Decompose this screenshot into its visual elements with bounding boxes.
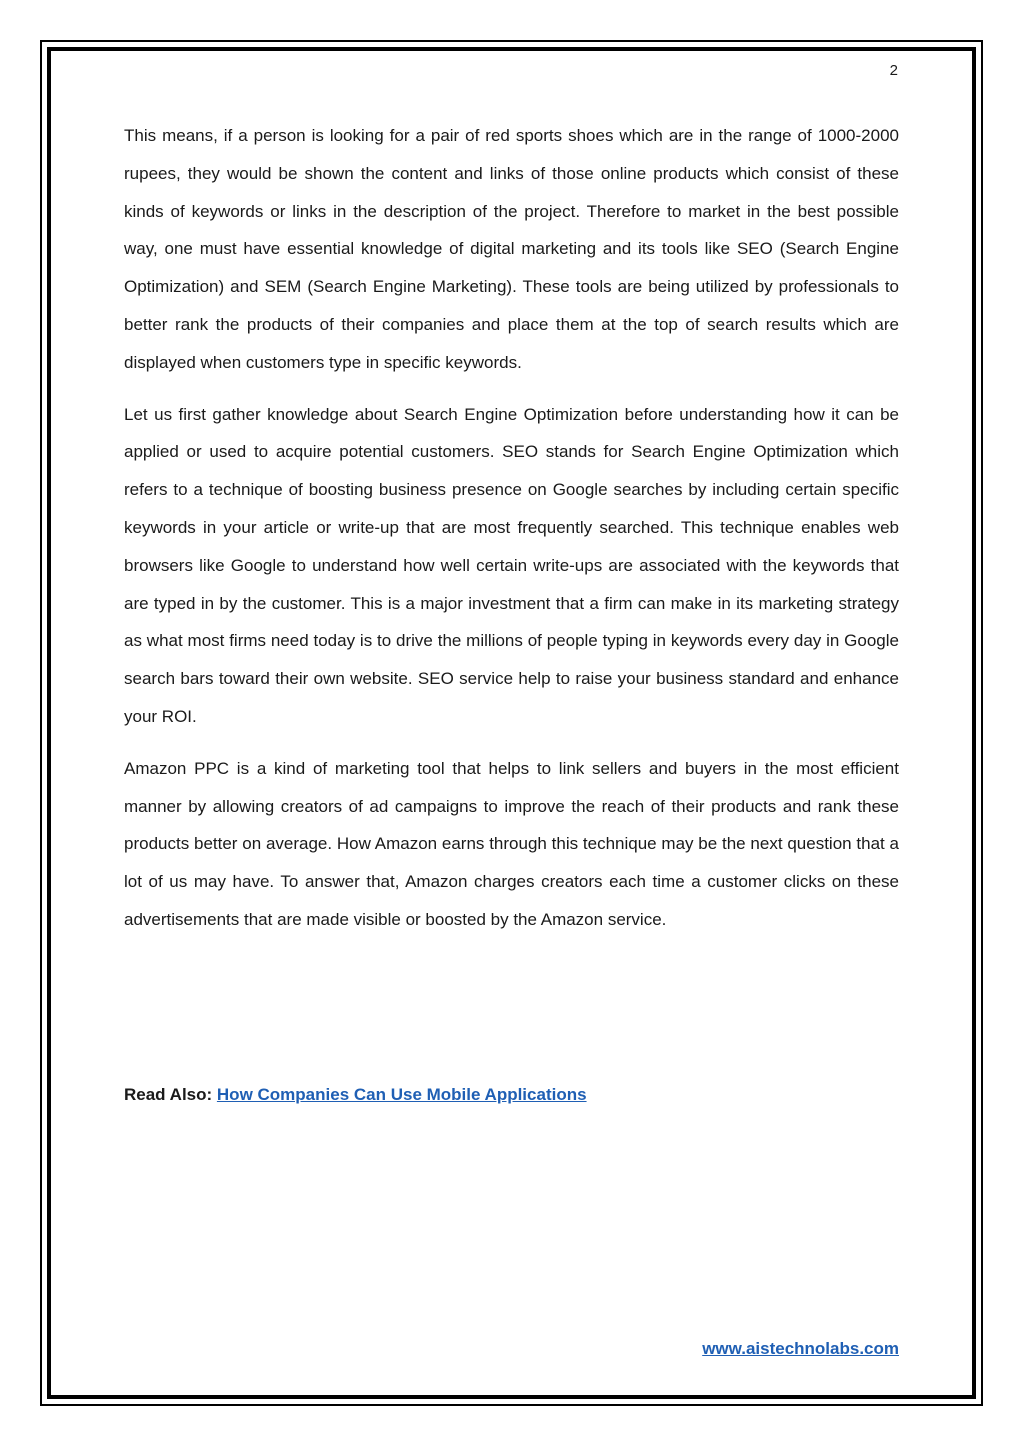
paragraph-seo-definition: Let us first gather knowledge about Search Engine Optimization before understanding how it can be applied or used to acquire potential customers. SEO stands for Search Engine Optimization which refers to a technique of boosting business presence on Google searches by including certain specific keywords in your article or write-up that are most frequently searched. This technique enables web browsers like Google to understand how well certain write-ups are associated with the keywords that are typed in by the customer. This is a major investment that a firm can make in its marketing strategy as what most firms need today is to drive the millions of people typing in keywords every day in Google search bars toward their own website. SEO service help to raise your business standard and enhance your ROI. xyxy=(124,404,899,726)
paragraph-amazon-ppc: Amazon PPC is a kind of marketing tool that helps to link sellers and buyers in the most efficient manner by allowing creators of ad campaigns to improve the reach of their products and rank these products better on average. How Amazon earns through this technique may be the next question that a lot of us may have. To answer that, Amazon charges creators each time a customer clicks on these advertisements that are made visible or boosted by the Amazon service. xyxy=(124,758,899,929)
read-also-label: Read Also: xyxy=(124,1085,213,1104)
paragraph-seo-intro: This means, if a person is looking for a pair of red sports shoes which are in the range of 1000-2000 rupees, they would be shown the content and links of those online products which consist of these kinds of keywords or links in the description of the project. Therefore to market in the best possible way, one must have essential knowledge of digital marketing and its tools like SEO (Search Engine Optimization) and SEM (Search Engine Marketing). These tools are being utilized by professionals to better rank the products of their companies and place them at the top of search results which are displayed when customers type in specific keywords. xyxy=(124,126,899,372)
page-number: 2 xyxy=(889,62,898,79)
document-body xyxy=(124,117,899,953)
read-also xyxy=(124,1085,587,1105)
read-also-link[interactable]: How Companies Can Use Mobile Applications xyxy=(216,1085,587,1104)
footer-website-link[interactable]: www.aistechnolabs.com xyxy=(702,1339,899,1358)
